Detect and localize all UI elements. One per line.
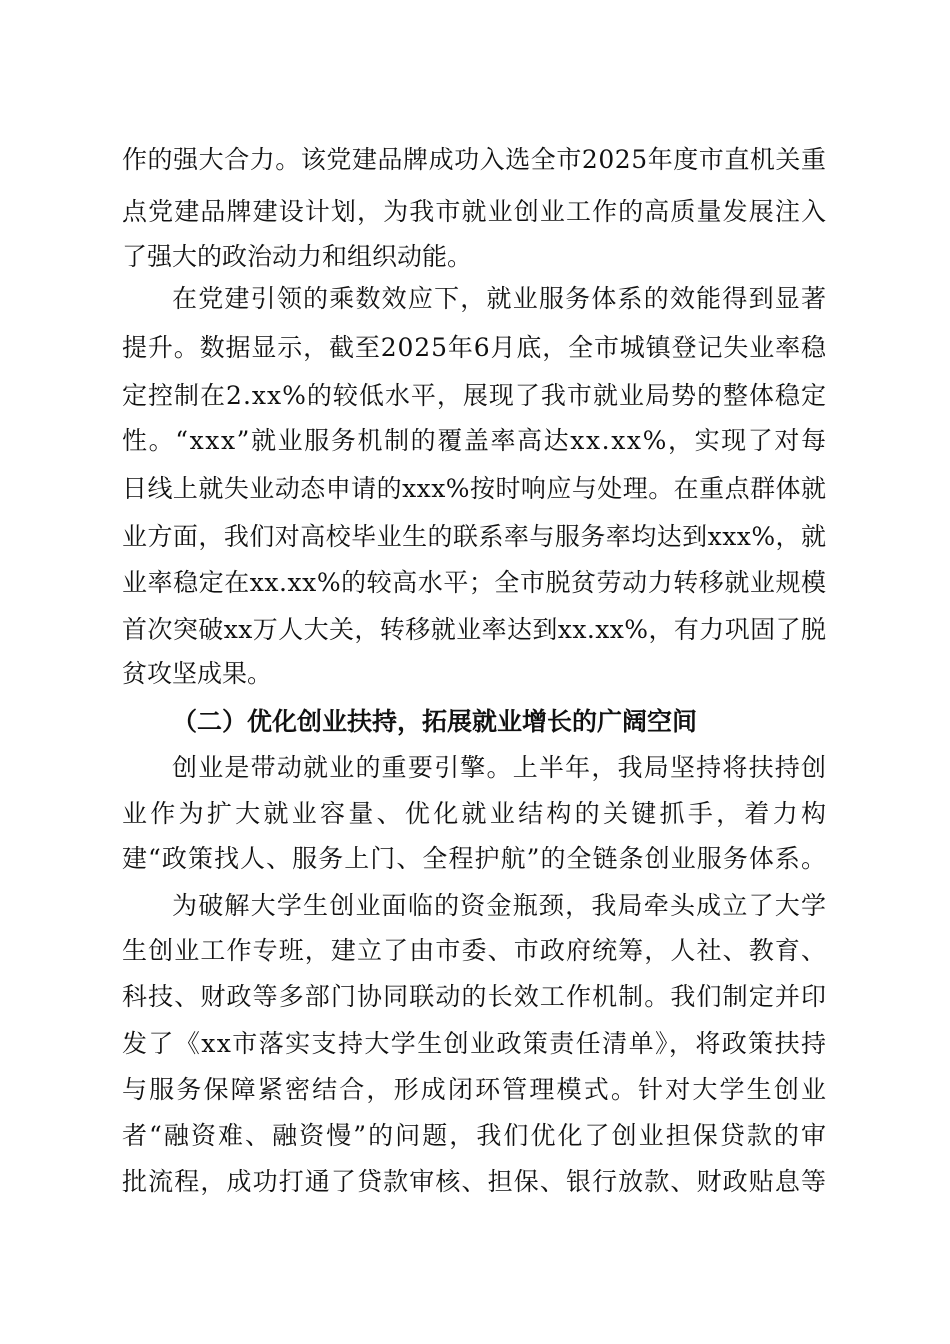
text-line: 生创业工作专班，建立了由市委、市政府统筹，人社、教育、 [122, 936, 828, 965]
text-line: 定控制在2.xx%的较低水平，展现了我市就业局势的整体稳定 [122, 381, 828, 410]
text-line: 贫攻坚成果。 [122, 659, 273, 688]
text-line: 日线上就失业动态申请的xxx%按时响应与处理。在重点群体就 [122, 474, 827, 503]
text-line: 性。“xxx”就业服务机制的覆盖率高达xx.xx%，实现了对每 [122, 426, 828, 455]
text-line: 创业是带动就业的重要引擎。上半年，我局坚持将扶持创 [172, 753, 828, 782]
text-line: 批流程，成功打通了贷款审核、担保、银行放款、财政贴息等 [122, 1167, 828, 1196]
text-line: 为破解大学生创业面临的资金瓶颈，我局牵头成立了大学 [172, 891, 828, 920]
text-line: 作的强大合力。该党建品牌成功入选全市2025年度市直机关重 [122, 145, 827, 174]
text-line: 建“政策找人、服务上门、全程护航”的全链条创业服务体系。 [122, 844, 828, 873]
text-line: 业率稳定在xx.xx%的较高水平；全市脱贫劳动力转移就业规模 [122, 568, 827, 597]
text-line: 了强大的政治动力和组织动能。 [122, 242, 473, 271]
text-line: 点党建品牌建设计划，为我市就业创业工作的高质量发展注入 [122, 197, 828, 226]
text-line: 提升。数据显示，截至2025年6月底，全市城镇登记失业率稳 [122, 333, 827, 362]
text-line: 在党建引领的乘数效应下，就业服务体系的效能得到显著 [172, 284, 828, 313]
text-line: 与服务保障紧密结合，形成闭环管理模式。针对大学生创业 [122, 1075, 829, 1104]
text-line: 业方面，我们对高校毕业生的联系率与服务率均达到xxx%，就 [122, 522, 827, 551]
text-line: 业作为扩大就业容量、优化就业结构的关键抓手，着力构 [122, 799, 830, 828]
text-line: 者“融资难、融资慢”的问题，我们优化了创业担保贷款的审 [122, 1121, 829, 1150]
text-line: 首次突破xx万人大关，转移就业率达到xx.xx%，有力巩固了脱 [122, 615, 827, 644]
text-line: 科技、财政等多部门协同联动的长效工作机制。我们制定并印 [122, 982, 828, 1011]
text-line: 发了《xx市落实支持大学生创业政策责任清单》，将政策扶持 [122, 1029, 828, 1058]
section-heading: （二）优化创业扶持，拓展就业增长的广阔空间 [172, 707, 698, 736]
